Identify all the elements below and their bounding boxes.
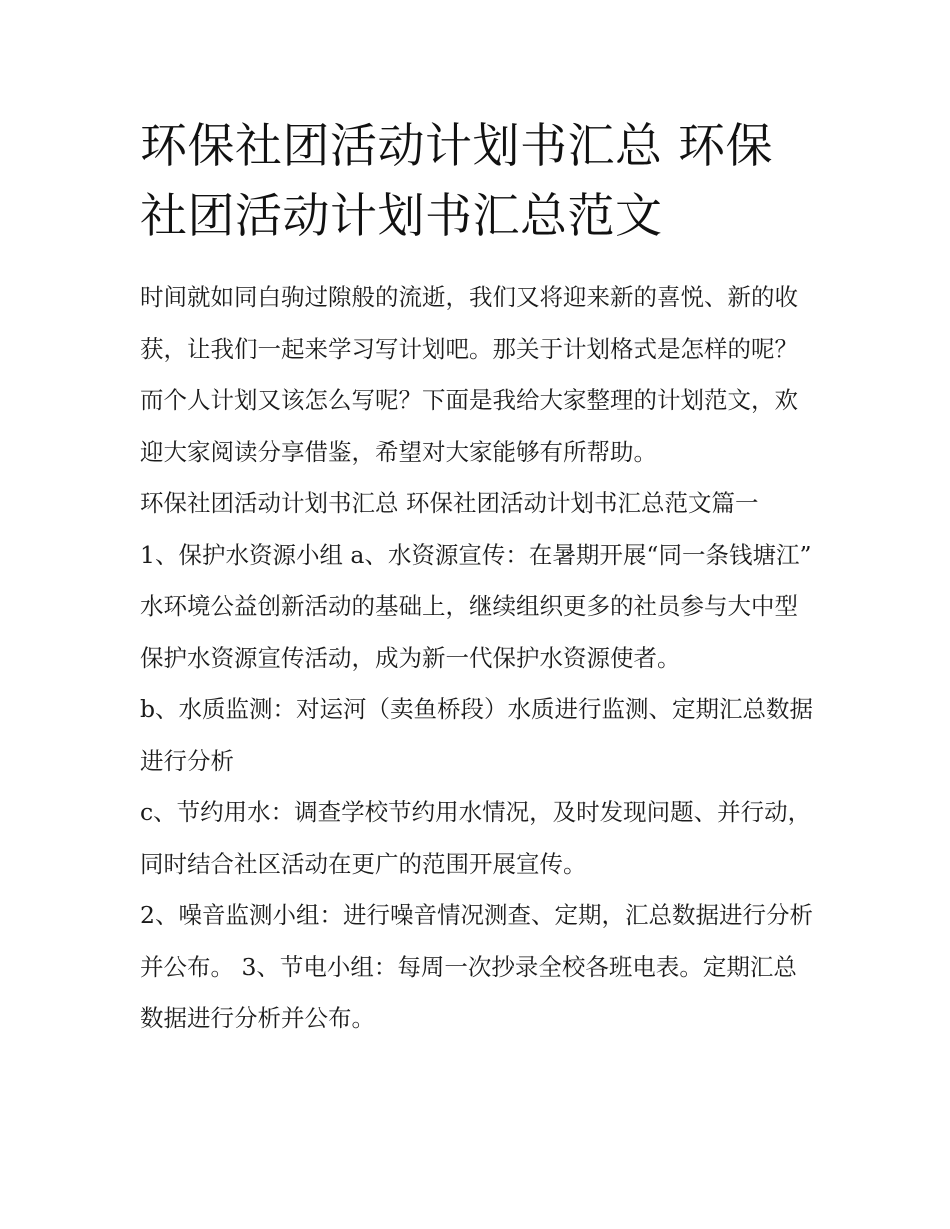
document-content [140,112,820,1045]
item-water-saving: c、节约用水：调查学校节约用水情况，及时发现问题、并行动，同时结合社区活动在更广的范围开展宣传。 [140,798,812,878]
item-water-group-continued: 水环境公益创新活动的基础上，继续组织更多的社员参与大中型保护水资源宣传活动，成为新一代保护水资源使者。 [140,592,798,672]
item-water-quality: b、水质监测：对运河（卖鱼桥段）水质进行监测、定期汇总数据进行分析 [140,695,814,775]
section-heading: 环保社团活动计划书汇总 环保社团活动计划书汇总范文篇一 [140,489,759,517]
item-noise-power-groups: 2、噪音监测小组：进行噪音情况测查、定期，汇总数据进行分析并公布。 3、节电小组：每周一次抄录全校各班电表。定期汇总数据进行分析并公布。 [140,901,813,1032]
document-body [140,272,820,1045]
intro-paragraph: 时间就如同白驹过隙般的流逝，我们又将迎来新的喜悦、新的收获，让我们一起来学习写计划吧。那关于计划格式是怎样的呢？而个人计划又该怎么写呢？下面是我给大家整理的计划范文，欢迎大家阅读分享借鉴，希望对大家能够有所帮助。 [140,283,798,466]
document-title: 环保社团活动计划书汇总 环保社团活动计划书汇总范文 [140,119,773,244]
item-water-group: 1、保护水资源小组 a、水资源宣传：在暑期开展“同一条钱塘江” [140,540,812,569]
